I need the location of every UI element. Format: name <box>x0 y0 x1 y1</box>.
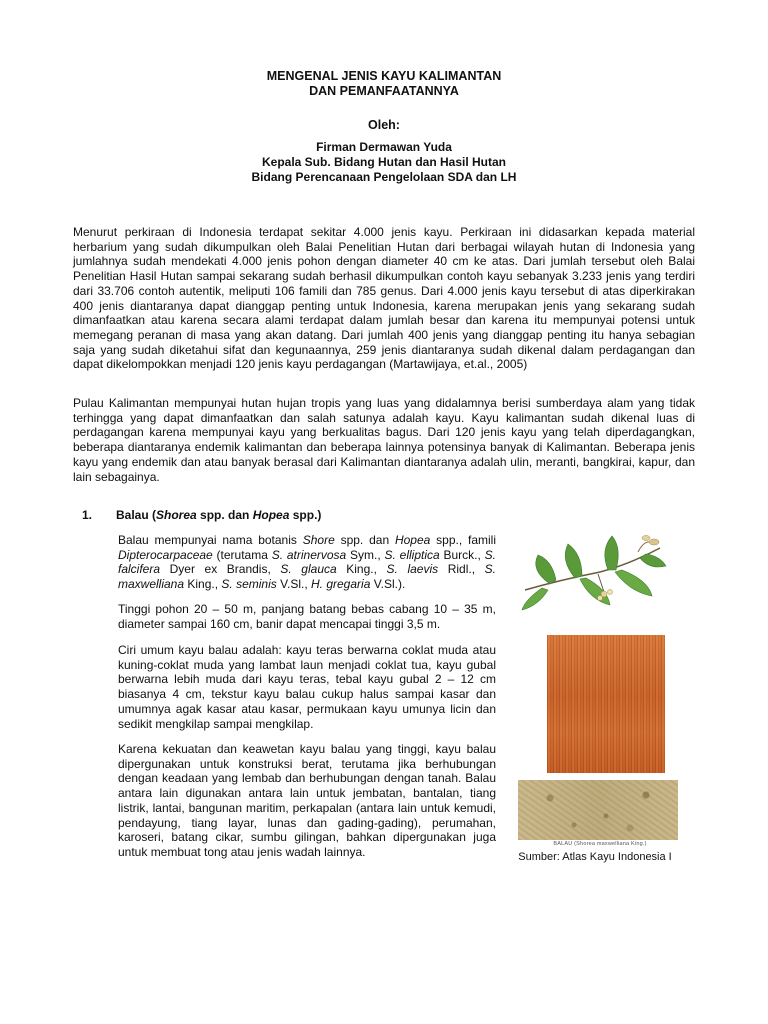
section-heading-balau <box>82 508 321 522</box>
figure-caption: BALAU (Shorea maxwelliana King.) <box>553 841 647 847</box>
author-department: Bidang Perencanaan Pengelolaan SDA dan LH <box>251 170 517 184</box>
heading-genus-hopea: Hopea <box>252 508 290 522</box>
heading-genus-shorea: Shorea <box>156 508 197 522</box>
botanical-name-paragraph: Balau mempunyai nama botanis Shore spp. dan Hopea spp., famili Dipterocarpaceae (terutama S. atrinervosa Sym., S. elliptica Burck., S. falcifera Dyer ex Brandis, S. glauca King., S. laevis Ridl., S. maxwelliana King., S. seminis V.Sl., H. gregaria V.Sl.). <box>118 533 496 592</box>
intro-paragraph: Menurut perkiraan di Indonesia terdapat sekitar 4.000 jenis kayu. Perkiraan ini didasarkan kepada material herbarium yang sudah dikumpulkan oleh Balai Penelitian Hutan dari berbagai wilayah hutan di Indonesia yang jumlahnya sudah mendekati 4.000 jenis pohon dengan diameter 40 cm ke atas. Dari jumlah tersebut oleh Balai Penelitian Hasil Hutan sampai sekarang sudah berhasil dikumpulkan contoh kayu sebanyak 3.233 jenis yang terdiri dari 33.706 contoh autentik, meliputi 106 famili dan 785 genus. Dari 4.000 jenis kayu tersebut di atas diperkirakan 400 jenis diantaranya dapat dianggap penting untuk Indonesia, karena merupakan jenis yang sekarang sudah dimanfaatkan atau karena secara alami terdapat dalam jumlah besar dan karena itu mempunyai potensi untuk memegang peranan di masa yang akan datang. Dari jumlah 400 jenis yang dianggap penting itu hanya sebagian saja yang sudah diketahui sifat dan kegunaannya, 259 jenis diantaranya sudah dikenal dalam perdagangan dan dapat dikelompokkan menjadi 120 jenis kayu perdagangan (Martawijaya, et.al., 2005) <box>73 225 695 372</box>
heading-text: Balau ( <box>116 508 157 522</box>
characteristics-paragraph: Ciri umum kayu balau adalah: kayu teras berwarna coklat muda atau kuning-coklat muda yang lambat laun menjadi coklat tua, kayu gubal berwarna lebih muda dari kayu teras, tebal kayu gubal 2 – 12 cm biasanya 4 cm, tekstur kayu balau cukup halus sampai kasar dan umumnya agak kasar atau kasar, permukaan kayu umunya licin dan sedikit mengkilap sampai mengkilap. <box>118 643 496 731</box>
oleh-label: Oleh: <box>368 118 400 132</box>
wood-grain-image <box>547 635 665 773</box>
heading-text: spp. dan <box>196 508 253 522</box>
tree-size-paragraph: Tinggi pohon 20 – 50 m, panjang batang bebas cabang 10 – 35 m, diameter sampai 160 cm, banir dapat mencapai tinggi 3,5 m. <box>118 602 496 631</box>
balau-figure <box>510 530 680 870</box>
section-number: 1. <box>82 508 93 522</box>
kalimantan-paragraph: Pulau Kalimantan mempunyai hutan hujan tropis yang luas yang didalamnya berisi sumberdaya alam yang tidak terhingga yang dapat dimanfaatkan dan salah satunya adalah kayu. Kayu kalimantan sudah dikenal luas di perdagangan karena mempunyai kayu yang berkualitas bagus. Dari 120 jenis kayu yang telah diperdagangkan, beberapa diantaranya endemik kalimantan dan beberapa lainnya potensinya banyak di Kalimantan. Beberapa jenis kayu yang endemik dan atau banyak berasal dari Kalimantan diantaranya adalah ulin, meranti, bangkirai, kapur, dan lain sebagainya. <box>73 396 695 484</box>
leaf-illustration <box>520 530 670 625</box>
document-title-line1: MENGENAL JENIS KAYU KALIMANTAN <box>266 69 502 83</box>
figure-source: Sumber: Atlas Kayu Indonesia I <box>518 851 672 863</box>
author-position: Kepala Sub. Bidang Hutan dan Hasil Hutan <box>261 155 507 169</box>
document-title-line2: DAN PEMANFAATANNYA <box>309 84 459 98</box>
wood-cross-section-image <box>518 780 678 840</box>
uses-paragraph: Karena kekuatan dan keawetan kayu balau yang tinggi, kayu balau dipergunakan untuk konstruksi berat, terutama jika berhubungan dengan keadaan yang lembab dan berhubungan dengan tanah. Balau antara lain digunakan antara lain untuk jembatan, bantalan, tiang listrik, lantai, bangunan maritim, perkapalan (antara lain untuk kemudi, pendayung, tiang layar, lunas dan gading-gading), perumahan, karoseri, batang cikar, sumbu gilingan, bahkan dipergunakan juga untuk membuat tong atau jenis wadah lainnya. <box>118 742 496 859</box>
heading-text: spp.) <box>289 508 322 522</box>
author-name: Firman Dermawan Yuda <box>316 140 452 154</box>
